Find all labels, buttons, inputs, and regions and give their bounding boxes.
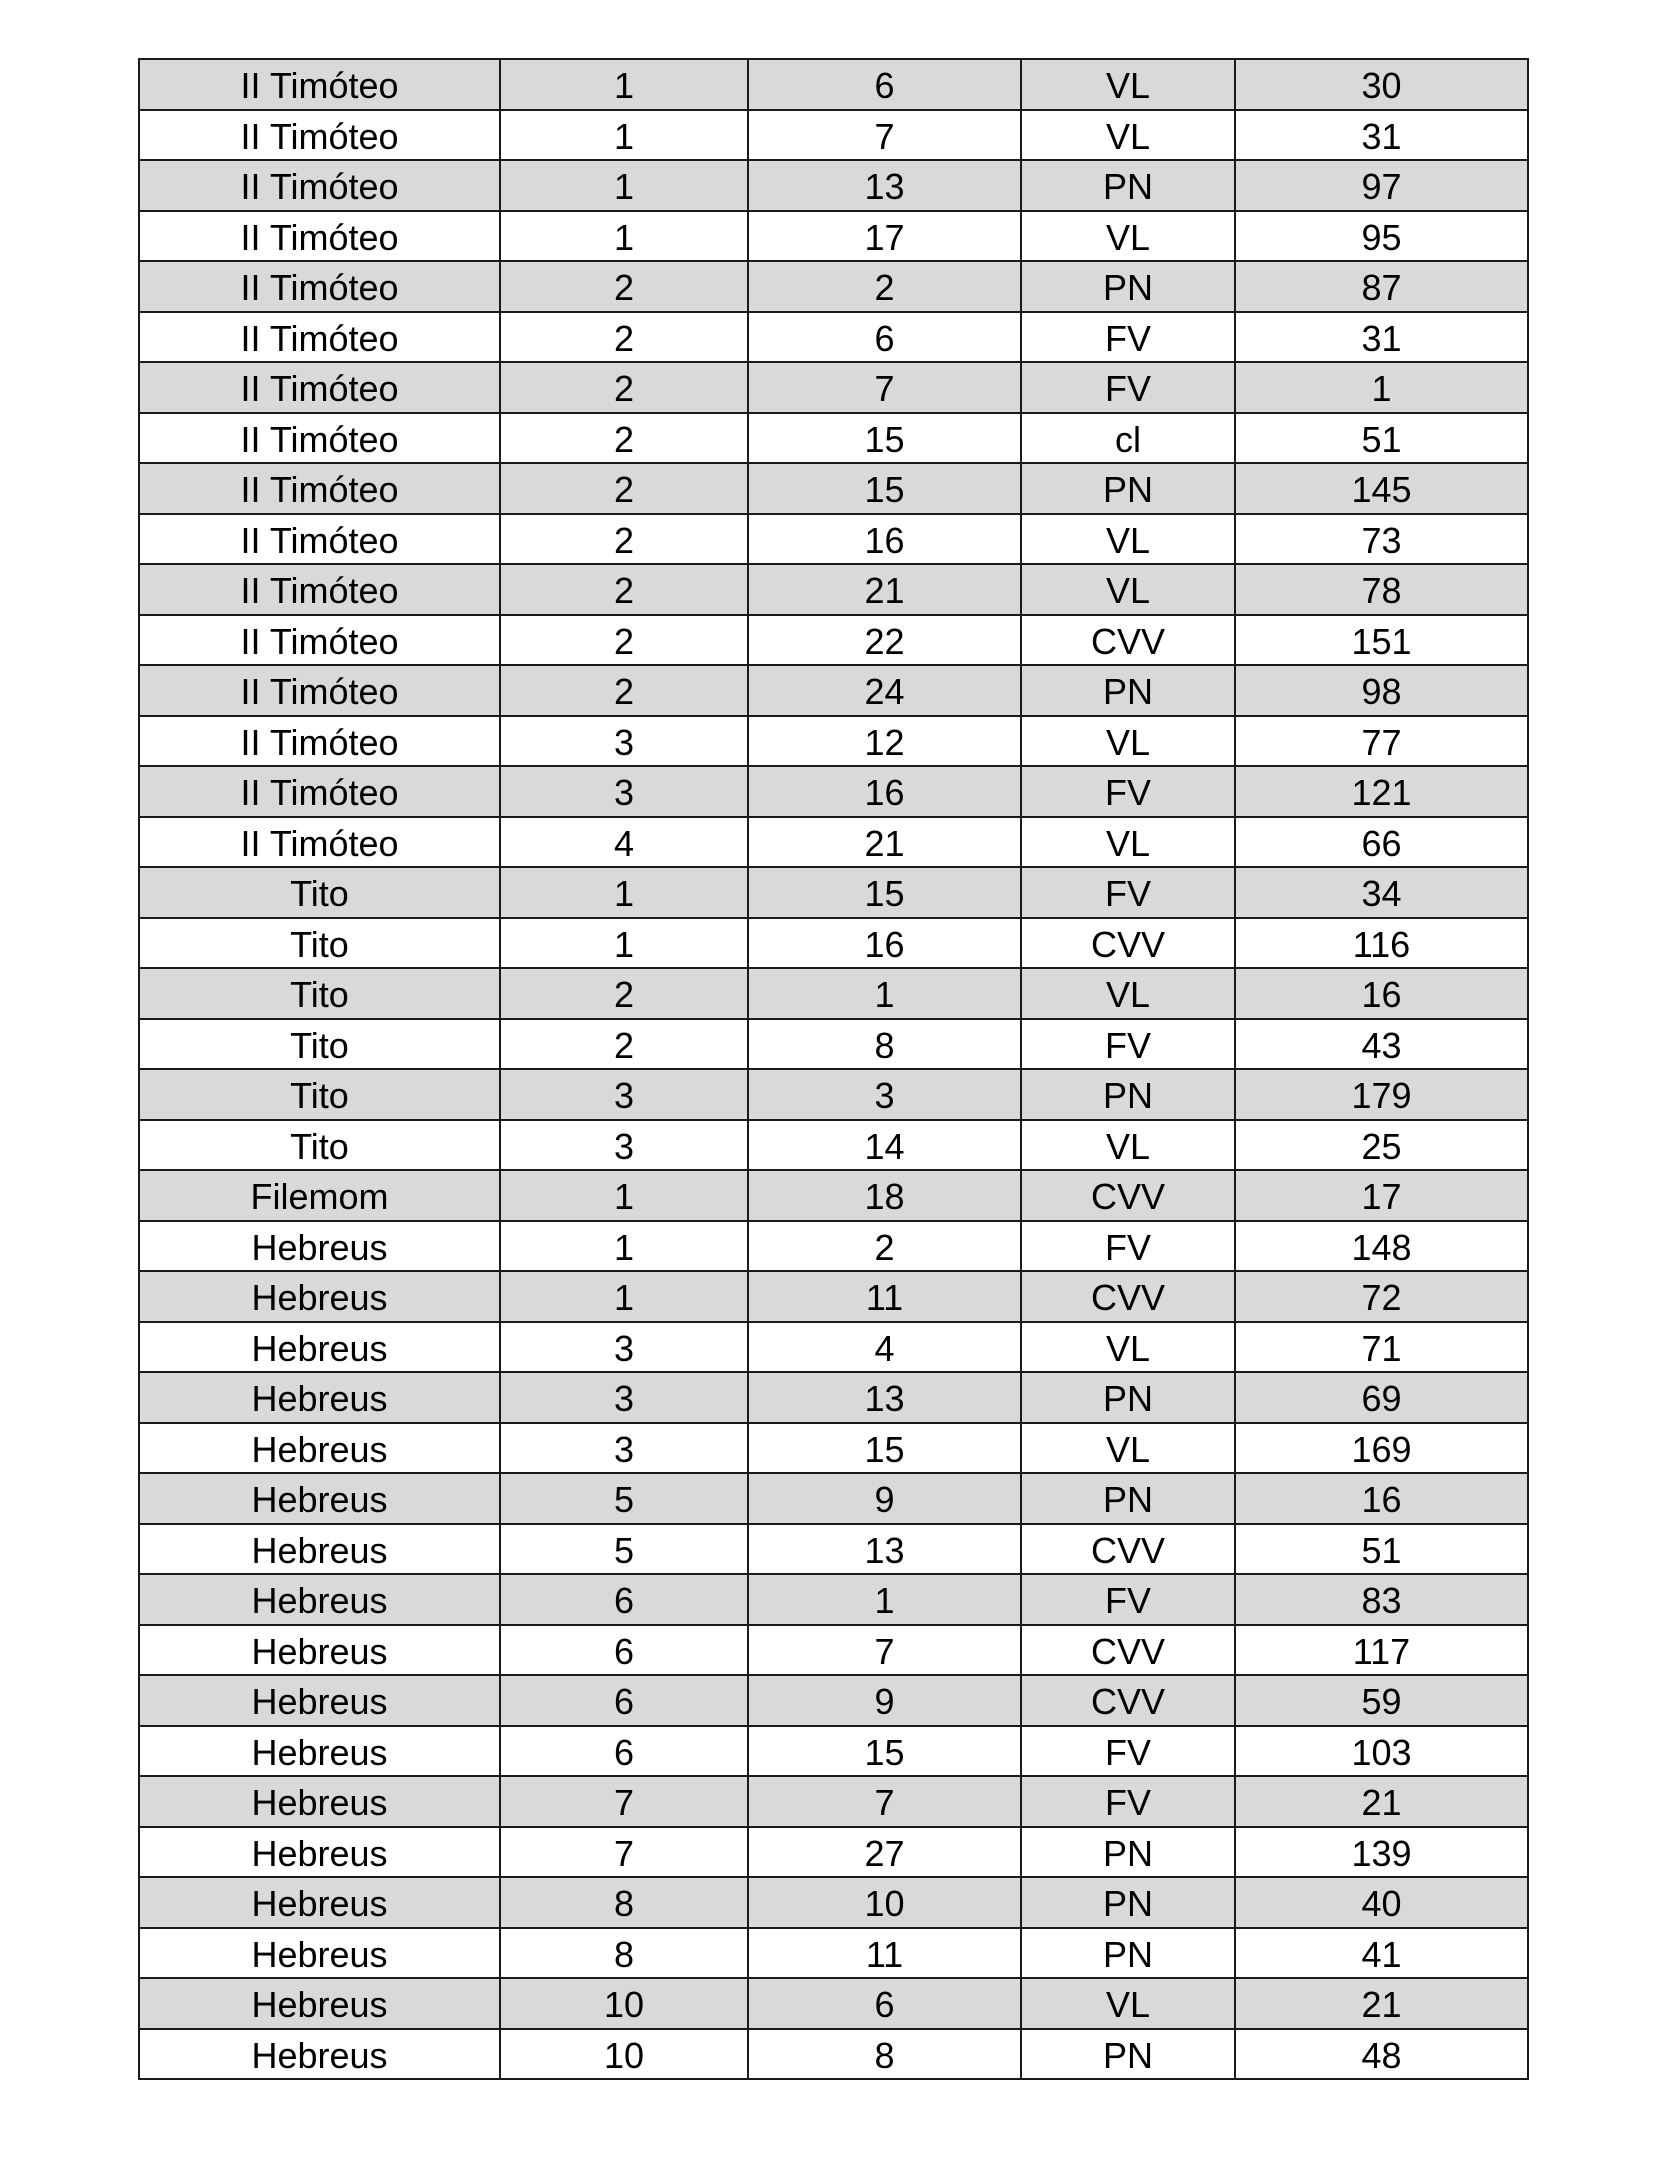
- count-cell: 30: [1235, 59, 1528, 110]
- count-cell: 31: [1235, 110, 1528, 161]
- book-cell: Hebreus: [139, 1675, 500, 1726]
- table-row: [139, 362, 1528, 413]
- table-row: [139, 1978, 1528, 2029]
- table-row: [139, 1928, 1528, 1979]
- book-cell: II Timóteo: [139, 59, 500, 110]
- count-cell: 87: [1235, 261, 1528, 312]
- chapter-cell: 1: [500, 160, 748, 211]
- chapter-cell: 2: [500, 362, 748, 413]
- book-cell: Tito: [139, 918, 500, 969]
- count-cell: 21: [1235, 1776, 1528, 1827]
- book-cell: II Timóteo: [139, 362, 500, 413]
- count-cell: 117: [1235, 1625, 1528, 1676]
- table-row: [139, 867, 1528, 918]
- table-row: [139, 1877, 1528, 1928]
- verse-cell: 7: [748, 362, 1021, 413]
- table-row: [139, 968, 1528, 1019]
- code-cell: CVV: [1021, 1170, 1235, 1221]
- table-row: [139, 59, 1528, 110]
- count-cell: 51: [1235, 413, 1528, 464]
- code-cell: VL: [1021, 968, 1235, 1019]
- code-cell: VL: [1021, 110, 1235, 161]
- verse-cell: 17: [748, 211, 1021, 262]
- book-cell: Hebreus: [139, 1776, 500, 1827]
- verse-cell: 7: [748, 110, 1021, 161]
- table-body: [139, 59, 1528, 2079]
- count-cell: 66: [1235, 817, 1528, 868]
- count-cell: 139: [1235, 1827, 1528, 1878]
- code-cell: VL: [1021, 514, 1235, 565]
- chapter-cell: 1: [500, 918, 748, 969]
- code-cell: cl: [1021, 413, 1235, 464]
- book-cell: Hebreus: [139, 1423, 500, 1474]
- chapter-cell: 6: [500, 1726, 748, 1777]
- book-cell: Hebreus: [139, 1827, 500, 1878]
- count-cell: 71: [1235, 1322, 1528, 1373]
- chapter-cell: 3: [500, 1069, 748, 1120]
- count-cell: 95: [1235, 211, 1528, 262]
- count-cell: 16: [1235, 968, 1528, 1019]
- verse-cell: 11: [748, 1271, 1021, 1322]
- code-cell: PN: [1021, 665, 1235, 716]
- verse-cell: 16: [748, 766, 1021, 817]
- code-cell: CVV: [1021, 918, 1235, 969]
- chapter-cell: 1: [500, 110, 748, 161]
- chapter-cell: 8: [500, 1877, 748, 1928]
- data-table: [138, 58, 1529, 2080]
- code-cell: PN: [1021, 463, 1235, 514]
- chapter-cell: 2: [500, 1019, 748, 1070]
- count-cell: 145: [1235, 463, 1528, 514]
- verse-cell: 16: [748, 918, 1021, 969]
- count-cell: 148: [1235, 1221, 1528, 1272]
- count-cell: 103: [1235, 1726, 1528, 1777]
- count-cell: 43: [1235, 1019, 1528, 1070]
- verse-cell: 15: [748, 1423, 1021, 1474]
- code-cell: FV: [1021, 1221, 1235, 1272]
- count-cell: 73: [1235, 514, 1528, 565]
- code-cell: FV: [1021, 362, 1235, 413]
- table-row: [139, 766, 1528, 817]
- chapter-cell: 1: [500, 867, 748, 918]
- table-row: [139, 1221, 1528, 1272]
- verse-cell: 12: [748, 716, 1021, 767]
- count-cell: 77: [1235, 716, 1528, 767]
- table-row: [139, 1271, 1528, 1322]
- verse-cell: 16: [748, 514, 1021, 565]
- table-row: [139, 1322, 1528, 1373]
- table-row: [139, 665, 1528, 716]
- code-cell: PN: [1021, 160, 1235, 211]
- table-row: [139, 817, 1528, 868]
- table-row: [139, 1625, 1528, 1676]
- code-cell: CVV: [1021, 1675, 1235, 1726]
- chapter-cell: 5: [500, 1524, 748, 1575]
- verse-cell: 21: [748, 564, 1021, 615]
- book-cell: II Timóteo: [139, 261, 500, 312]
- count-cell: 1: [1235, 362, 1528, 413]
- table-row: [139, 1524, 1528, 1575]
- count-cell: 16: [1235, 1473, 1528, 1524]
- table-row: [139, 1776, 1528, 1827]
- verse-cell: 8: [748, 1019, 1021, 1070]
- table-row: [139, 211, 1528, 262]
- book-cell: Tito: [139, 968, 500, 1019]
- verse-cell: 4: [748, 1322, 1021, 1373]
- book-cell: Hebreus: [139, 1574, 500, 1625]
- code-cell: CVV: [1021, 615, 1235, 666]
- book-cell: Hebreus: [139, 1625, 500, 1676]
- count-cell: 72: [1235, 1271, 1528, 1322]
- book-cell: II Timóteo: [139, 211, 500, 262]
- count-cell: 41: [1235, 1928, 1528, 1979]
- table-row: [139, 1069, 1528, 1120]
- table-row: [139, 1574, 1528, 1625]
- count-cell: 34: [1235, 867, 1528, 918]
- chapter-cell: 2: [500, 564, 748, 615]
- verse-cell: 11: [748, 1928, 1021, 1979]
- chapter-cell: 2: [500, 968, 748, 1019]
- verse-cell: 27: [748, 1827, 1021, 1878]
- book-cell: Hebreus: [139, 2029, 500, 2080]
- count-cell: 25: [1235, 1120, 1528, 1171]
- verse-cell: 10: [748, 1877, 1021, 1928]
- table-row: [139, 2029, 1528, 2080]
- verse-cell: 7: [748, 1625, 1021, 1676]
- verse-cell: 22: [748, 615, 1021, 666]
- count-cell: 59: [1235, 1675, 1528, 1726]
- verse-cell: 9: [748, 1675, 1021, 1726]
- book-cell: Tito: [139, 1120, 500, 1171]
- chapter-cell: 2: [500, 615, 748, 666]
- chapter-cell: 7: [500, 1827, 748, 1878]
- count-cell: 17: [1235, 1170, 1528, 1221]
- code-cell: PN: [1021, 1877, 1235, 1928]
- verse-cell: 1: [748, 1574, 1021, 1625]
- count-cell: 116: [1235, 918, 1528, 969]
- table-row: [139, 564, 1528, 615]
- code-cell: VL: [1021, 59, 1235, 110]
- book-cell: II Timóteo: [139, 514, 500, 565]
- code-cell: FV: [1021, 1019, 1235, 1070]
- chapter-cell: 6: [500, 1574, 748, 1625]
- book-cell: II Timóteo: [139, 312, 500, 363]
- book-cell: II Timóteo: [139, 463, 500, 514]
- count-cell: 97: [1235, 160, 1528, 211]
- chapter-cell: 1: [500, 1170, 748, 1221]
- code-cell: FV: [1021, 867, 1235, 918]
- table-row: [139, 1170, 1528, 1221]
- code-cell: FV: [1021, 766, 1235, 817]
- chapter-cell: 4: [500, 817, 748, 868]
- code-cell: FV: [1021, 312, 1235, 363]
- code-cell: CVV: [1021, 1524, 1235, 1575]
- verse-cell: 8: [748, 2029, 1021, 2080]
- code-cell: PN: [1021, 1069, 1235, 1120]
- chapter-cell: 8: [500, 1928, 748, 1979]
- chapter-cell: 3: [500, 716, 748, 767]
- book-cell: Filemom: [139, 1170, 500, 1221]
- book-cell: Hebreus: [139, 1473, 500, 1524]
- count-cell: 21: [1235, 1978, 1528, 2029]
- table-row: [139, 1726, 1528, 1777]
- chapter-cell: 3: [500, 1120, 748, 1171]
- verse-cell: 13: [748, 160, 1021, 211]
- book-cell: Hebreus: [139, 1322, 500, 1373]
- table-row: [139, 1372, 1528, 1423]
- chapter-cell: 10: [500, 2029, 748, 2080]
- book-cell: Tito: [139, 867, 500, 918]
- code-cell: FV: [1021, 1726, 1235, 1777]
- code-cell: VL: [1021, 817, 1235, 868]
- book-cell: Hebreus: [139, 1928, 500, 1979]
- book-cell: II Timóteo: [139, 564, 500, 615]
- table-row: [139, 1019, 1528, 1070]
- table-row: [139, 716, 1528, 767]
- table-row: [139, 110, 1528, 161]
- chapter-cell: 10: [500, 1978, 748, 2029]
- chapter-cell: 7: [500, 1776, 748, 1827]
- verse-cell: 21: [748, 817, 1021, 868]
- code-cell: PN: [1021, 1827, 1235, 1878]
- verse-cell: 6: [748, 59, 1021, 110]
- chapter-cell: 3: [500, 1423, 748, 1474]
- chapter-cell: 1: [500, 1271, 748, 1322]
- table-row: [139, 463, 1528, 514]
- count-cell: 151: [1235, 615, 1528, 666]
- code-cell: VL: [1021, 211, 1235, 262]
- chapter-cell: 2: [500, 463, 748, 514]
- count-cell: 83: [1235, 1574, 1528, 1625]
- code-cell: VL: [1021, 716, 1235, 767]
- book-cell: II Timóteo: [139, 665, 500, 716]
- code-cell: PN: [1021, 2029, 1235, 2080]
- book-cell: Hebreus: [139, 1372, 500, 1423]
- chapter-cell: 1: [500, 211, 748, 262]
- verse-cell: 24: [748, 665, 1021, 716]
- chapter-cell: 6: [500, 1625, 748, 1676]
- book-cell: II Timóteo: [139, 817, 500, 868]
- table-row: [139, 261, 1528, 312]
- table-row: [139, 312, 1528, 363]
- count-cell: 98: [1235, 665, 1528, 716]
- book-cell: II Timóteo: [139, 766, 500, 817]
- code-cell: VL: [1021, 564, 1235, 615]
- table-row: [139, 615, 1528, 666]
- verse-cell: 1: [748, 968, 1021, 1019]
- table-row: [139, 514, 1528, 565]
- chapter-cell: 1: [500, 1221, 748, 1272]
- code-cell: PN: [1021, 1473, 1235, 1524]
- verse-cell: 15: [748, 867, 1021, 918]
- table-row: [139, 1675, 1528, 1726]
- verse-cell: 3: [748, 1069, 1021, 1120]
- book-cell: II Timóteo: [139, 615, 500, 666]
- book-cell: II Timóteo: [139, 413, 500, 464]
- chapter-cell: 6: [500, 1675, 748, 1726]
- chapter-cell: 2: [500, 261, 748, 312]
- chapter-cell: 1: [500, 59, 748, 110]
- table-row: [139, 413, 1528, 464]
- code-cell: CVV: [1021, 1271, 1235, 1322]
- verse-cell: 6: [748, 1978, 1021, 2029]
- book-cell: II Timóteo: [139, 110, 500, 161]
- book-cell: Hebreus: [139, 1221, 500, 1272]
- count-cell: 48: [1235, 2029, 1528, 2080]
- book-cell: Hebreus: [139, 1877, 500, 1928]
- book-cell: II Timóteo: [139, 160, 500, 211]
- book-cell: Hebreus: [139, 1271, 500, 1322]
- table-row: [139, 918, 1528, 969]
- chapter-cell: 3: [500, 1372, 748, 1423]
- book-cell: Hebreus: [139, 1524, 500, 1575]
- table-row: [139, 1423, 1528, 1474]
- count-cell: 31: [1235, 312, 1528, 363]
- count-cell: 69: [1235, 1372, 1528, 1423]
- count-cell: 179: [1235, 1069, 1528, 1120]
- count-cell: 78: [1235, 564, 1528, 615]
- verse-cell: 7: [748, 1776, 1021, 1827]
- table-row: [139, 160, 1528, 211]
- book-cell: Hebreus: [139, 1978, 500, 2029]
- count-cell: 121: [1235, 766, 1528, 817]
- chapter-cell: 2: [500, 665, 748, 716]
- count-cell: 51: [1235, 1524, 1528, 1575]
- chapter-cell: 3: [500, 766, 748, 817]
- count-cell: 40: [1235, 1877, 1528, 1928]
- code-cell: VL: [1021, 1978, 1235, 2029]
- code-cell: PN: [1021, 1928, 1235, 1979]
- code-cell: PN: [1021, 261, 1235, 312]
- verse-cell: 13: [748, 1524, 1021, 1575]
- count-cell: 169: [1235, 1423, 1528, 1474]
- code-cell: PN: [1021, 1372, 1235, 1423]
- verse-cell: 18: [748, 1170, 1021, 1221]
- table-row: [139, 1827, 1528, 1878]
- book-cell: Hebreus: [139, 1726, 500, 1777]
- code-cell: VL: [1021, 1120, 1235, 1171]
- code-cell: VL: [1021, 1423, 1235, 1474]
- code-cell: VL: [1021, 1322, 1235, 1373]
- verse-cell: 6: [748, 312, 1021, 363]
- table-row: [139, 1473, 1528, 1524]
- code-cell: FV: [1021, 1574, 1235, 1625]
- book-cell: II Timóteo: [139, 716, 500, 767]
- chapter-cell: 2: [500, 312, 748, 363]
- chapter-cell: 2: [500, 514, 748, 565]
- verse-cell: 15: [748, 1726, 1021, 1777]
- book-cell: Tito: [139, 1069, 500, 1120]
- verse-cell: 9: [748, 1473, 1021, 1524]
- verse-cell: 15: [748, 413, 1021, 464]
- code-cell: FV: [1021, 1776, 1235, 1827]
- chapter-cell: 5: [500, 1473, 748, 1524]
- verse-cell: 15: [748, 463, 1021, 514]
- book-cell: Tito: [139, 1019, 500, 1070]
- chapter-cell: 3: [500, 1322, 748, 1373]
- verse-cell: 2: [748, 1221, 1021, 1272]
- chapter-cell: 2: [500, 413, 748, 464]
- table-row: [139, 1120, 1528, 1171]
- verse-cell: 13: [748, 1372, 1021, 1423]
- code-cell: CVV: [1021, 1625, 1235, 1676]
- verse-cell: 2: [748, 261, 1021, 312]
- verse-cell: 14: [748, 1120, 1021, 1171]
